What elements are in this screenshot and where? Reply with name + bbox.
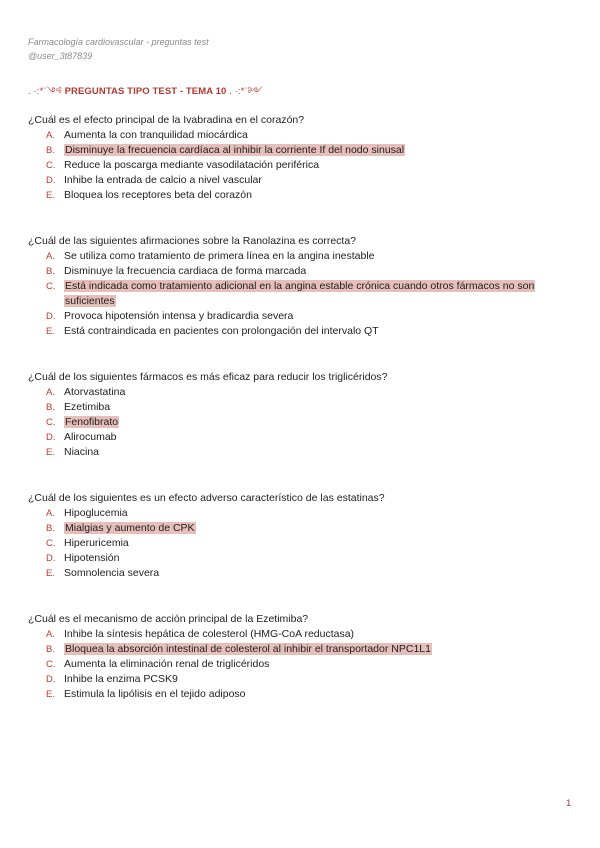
author-handle: @user_3t87839	[28, 51, 93, 61]
option-b-correct[interactable]	[28, 642, 573, 657]
option-b-correct[interactable]	[28, 521, 573, 536]
option-text: Disminuye la frecuencia cardíaca al inhibir la corriente If del nodo sinusal	[65, 144, 405, 156]
option-a[interactable]	[28, 627, 573, 642]
question-2	[28, 234, 573, 339]
title-decoration-left: . ·:*¨༺	[28, 86, 62, 97]
option-letter: C.	[46, 160, 56, 171]
option-b-correct[interactable]	[28, 143, 573, 158]
option-letter: A.	[46, 508, 55, 519]
option-c[interactable]	[28, 158, 573, 173]
option-a[interactable]	[28, 128, 573, 143]
page-number: 1	[566, 798, 572, 809]
option-text: Bloquea los receptores beta del corazón	[64, 189, 252, 201]
option-text: Está contraindicada en pacientes con prolongación del intervalo QT	[64, 325, 379, 337]
option-text: Inhibe la enzima PCSK9	[64, 673, 178, 685]
option-d[interactable]	[28, 173, 573, 188]
option-letter: E.	[46, 689, 55, 700]
section-title	[28, 80, 263, 107]
option-c-correct[interactable]	[28, 279, 573, 309]
question-1	[28, 113, 573, 203]
option-letter: C.	[46, 281, 56, 292]
question-text: ¿Cuál de las siguientes afirmaciones sobre la Ranolazina es correcta?	[28, 235, 357, 247]
option-letter: B.	[46, 266, 55, 277]
option-text: Estimula la lipólisis en el tejido adiposo	[64, 688, 246, 700]
question-text: ¿Cuál es el efecto principal de la Ivabradina en el corazón?	[28, 114, 305, 126]
option-a[interactable]	[28, 506, 573, 521]
option-text: Atorvastatina	[64, 386, 126, 398]
option-letter: B.	[46, 145, 55, 156]
option-text: Hiperuricemia	[64, 537, 129, 549]
title-decoration-right: . ·:*¨༻	[229, 86, 263, 97]
option-letter: D.	[46, 311, 56, 322]
option-letter: D.	[46, 553, 56, 564]
option-text: Ezetimiba	[64, 401, 111, 413]
option-d[interactable]	[28, 551, 573, 566]
option-letter: D.	[46, 175, 56, 186]
option-letter: A.	[46, 251, 55, 262]
option-text: Se utiliza como tratamiento de primera línea en la angina inestable	[64, 250, 375, 262]
option-text: Niacina	[64, 446, 100, 458]
option-text: Inhibe la síntesis hepática de colesterol (HMG-CoA reductasa)	[64, 628, 355, 640]
option-letter: B.	[46, 402, 55, 413]
question-3	[28, 370, 573, 460]
option-text: Disminuye la frecuencia cardiaca de forma marcada	[64, 265, 307, 277]
option-d[interactable]	[28, 309, 573, 324]
title-text: PREGUNTAS TIPO TEST - TEMA 10	[64, 86, 227, 97]
question-text: ¿Cuál de los siguientes es un efecto adverso característico de las estatinas?	[28, 492, 385, 504]
option-c-correct[interactable]	[28, 415, 573, 430]
option-letter: E.	[46, 447, 55, 458]
option-text: Provoca hipotensión intensa y bradicardia severa	[64, 310, 294, 322]
option-a[interactable]	[28, 249, 573, 264]
option-text: Aumenta la eliminación renal de triglicéridos	[64, 658, 270, 670]
option-text: Somnolencia severa	[64, 567, 160, 579]
option-b[interactable]	[28, 264, 573, 279]
option-letter: A.	[46, 387, 55, 398]
option-letter: E.	[46, 568, 55, 579]
question-5	[28, 612, 573, 702]
option-letter: A.	[46, 130, 55, 141]
question-4	[28, 491, 573, 581]
option-text: Fenofibrato	[65, 416, 119, 428]
option-letter: E.	[46, 326, 55, 337]
option-text: Está indicada como tratamiento adicional en la angina estable crónica cuando otros fármacos no son suficientes	[65, 280, 535, 307]
option-letter: C.	[46, 417, 56, 428]
document-subtitle: Farmacología cardiovascular - preguntas test	[28, 37, 209, 47]
option-a[interactable]	[28, 385, 573, 400]
option-d[interactable]	[28, 672, 573, 687]
option-b[interactable]	[28, 400, 573, 415]
option-e[interactable]	[28, 566, 573, 581]
option-e[interactable]	[28, 188, 573, 203]
question-text: ¿Cuál de los siguientes fármacos es más eficaz para reducir los triglicéridos?	[28, 371, 388, 383]
option-letter: C.	[46, 538, 56, 549]
option-text: Aumenta la con tranquilidad miocárdica	[64, 129, 248, 141]
option-text: Alirocumab	[64, 431, 117, 443]
option-text: Mialgias y aumento de CPK	[65, 522, 195, 534]
option-e[interactable]	[28, 445, 573, 460]
option-text: Reduce la poscarga mediante vasodilatación periférica	[64, 159, 320, 171]
question-text: ¿Cuál es el mecanismo de acción principal de la Ezetimiba?	[28, 613, 309, 625]
option-text: Hipotensión	[64, 552, 120, 564]
option-letter: E.	[46, 190, 55, 201]
option-e[interactable]	[28, 687, 573, 702]
option-letter: B.	[46, 523, 55, 534]
option-letter: D.	[46, 674, 56, 685]
option-e[interactable]	[28, 324, 573, 339]
option-letter: C.	[46, 659, 56, 670]
option-d[interactable]	[28, 430, 573, 445]
option-letter: A.	[46, 629, 55, 640]
option-text: Hipoglucemia	[64, 507, 128, 519]
option-text: Bloquea la absorción intestinal de colesterol al inhibir el transportador NPC1L1	[65, 643, 431, 655]
option-letter: D.	[46, 432, 56, 443]
option-text: Inhibe la entrada de calcio a nivel vascular	[64, 174, 262, 186]
option-c[interactable]	[28, 536, 573, 551]
option-c[interactable]	[28, 657, 573, 672]
option-letter: B.	[46, 644, 55, 655]
